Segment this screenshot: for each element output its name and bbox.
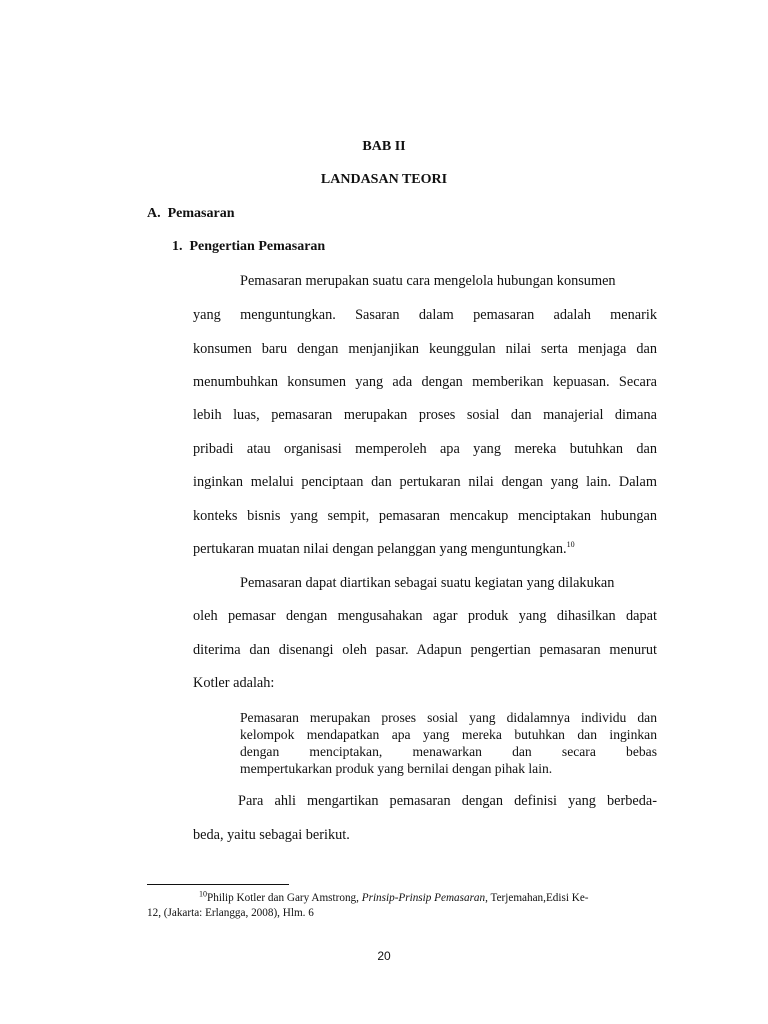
paragraph3-line: Para ahli mengartikan pemasaran dengan definisi yang berbeda- — [238, 793, 657, 809]
paragraph3-line: beda, yaitu sebagai berikut. — [193, 827, 350, 843]
chapter-title: LANDASAN TEORI — [320, 172, 448, 187]
paragraph1-line: Pemasaran merupakan suatu cara mengelola hubungan konsumen — [240, 273, 616, 289]
paragraph1-line: lebih luas, pemasaran merupakan proses sosial dan manajerial dimana — [193, 407, 657, 423]
quote-line: kelompok mendapatkan apa yang mereka butuhkan dan inginkan — [240, 727, 657, 742]
chapter-label: BAB II — [362, 139, 406, 154]
paragraph2-line: diterima dan disenangi oleh pasar. Adapun pengertian pemasaran menurut — [193, 642, 657, 658]
paragraph1-last-line — [193, 540, 657, 558]
footnote-author: Philip Kotler dan Gary Amstrong, — [207, 892, 362, 904]
paragraph1-line: yang menguntungkan. Sasaran dalam pemasaran adalah menarik — [193, 307, 657, 323]
quote-line: dengan menciptakan, menawarkan dan secara bebas — [240, 744, 657, 759]
paragraph1-line: menumbuhkan konsumen yang ada dengan memberikan kepuasan. Secara — [193, 374, 657, 390]
footnote-edition: , Terjemahan,Edisi Ke- — [485, 892, 589, 904]
footnote-line-2: 12, (Jakarta: Erlangga, 2008), Hlm. 6 — [147, 907, 314, 919]
paragraph1-line: konsumen baru dengan menjanjikan keunggulan nilai serta menjaga dan — [193, 341, 657, 357]
footnote-number: 10 — [199, 889, 207, 899]
paragraph2-line: oleh pemasar dengan mengusahakan agar produk yang dihasilkan dapat — [193, 608, 657, 624]
paragraph1-line: konteks bisnis yang sempit, pemasaran mencakup menciptakan hubungan — [193, 508, 657, 524]
section-heading: A. Pemasaran — [147, 206, 235, 221]
footnote-reference: 10 — [566, 540, 575, 550]
paragraph2-line: Kotler adalah: — [193, 675, 275, 691]
paragraph1-line: inginkan melalui penciptaan dan pertukaran nilai dengan yang lain. Dalam — [193, 474, 657, 490]
paragraph2-line: Pemasaran dapat diartikan sebagai suatu kegiatan yang dilakukan — [240, 575, 615, 591]
footnote-divider — [147, 884, 289, 885]
paragraph1-line: pertukaran muatan nilai dengan pelanggan yang menguntungkan. — [193, 541, 567, 557]
page-number: 20 — [377, 949, 391, 963]
footnote-book-title: Prinsip-Prinsip Pemasaran — [361, 892, 486, 904]
quote-line: Pemasaran merupakan proses sosial yang didalamnya individu dan — [240, 710, 657, 725]
footnote-line-1 — [199, 891, 657, 905]
quote-line: mempertukarkan produk yang bernilai dengan pihak lain. — [240, 761, 553, 776]
subsection-heading: 1. Pengertian Pemasaran — [172, 239, 326, 254]
paragraph1-line: pribadi atau organisasi memperoleh apa yang mereka butuhkan dan — [193, 441, 657, 457]
